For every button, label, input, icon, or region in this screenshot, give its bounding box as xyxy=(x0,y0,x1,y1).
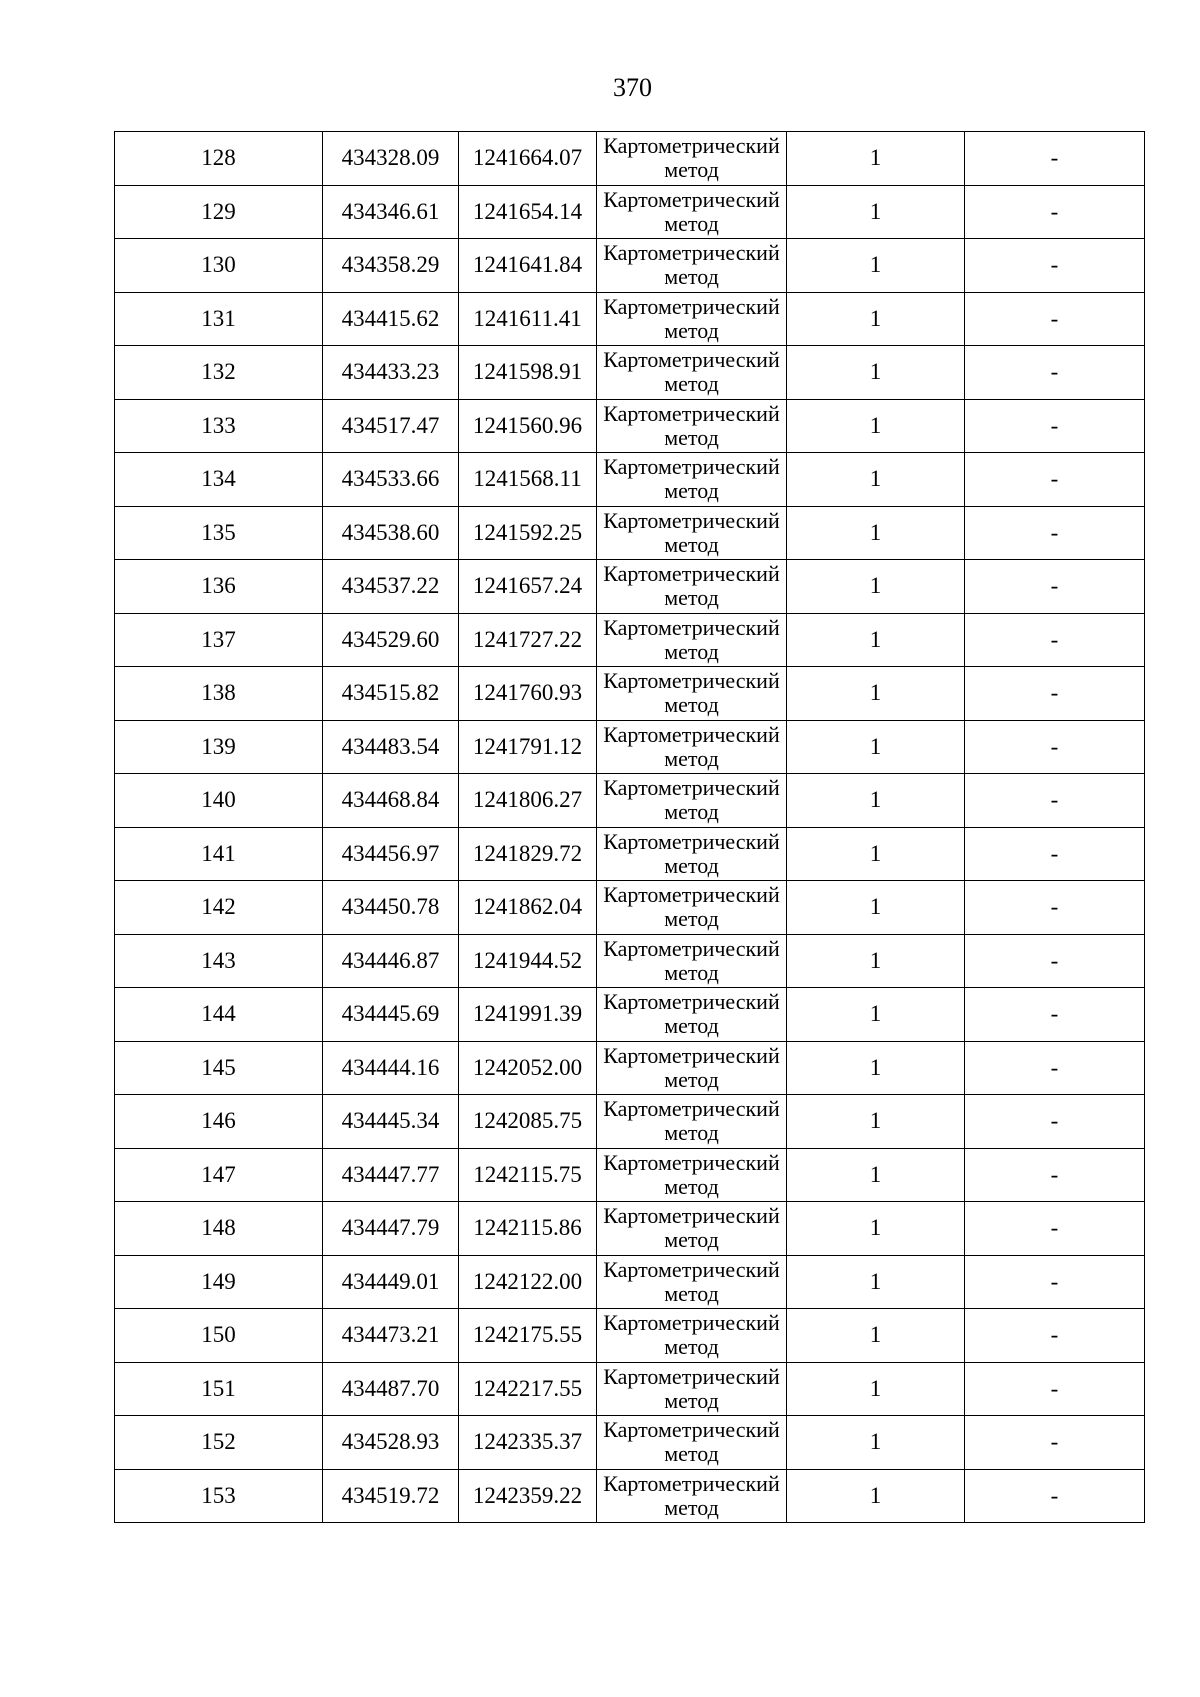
x-coordinate-cell: 434529.60 xyxy=(323,613,459,667)
point-number-cell: 147 xyxy=(115,1148,323,1202)
x-coordinate-cell: 434358.29 xyxy=(323,239,459,293)
accuracy-cell: 1 xyxy=(787,132,965,186)
y-coordinate-cell: 1242115.75 xyxy=(459,1148,597,1202)
y-coordinate-cell: 1241664.07 xyxy=(459,132,597,186)
x-coordinate-cell: 434517.47 xyxy=(323,399,459,453)
x-coordinate-cell: 434444.16 xyxy=(323,1041,459,1095)
accuracy-cell: 1 xyxy=(787,292,965,346)
accuracy-cell: 1 xyxy=(787,1362,965,1416)
method-text: Картометрический метод xyxy=(603,347,780,397)
method-cell xyxy=(597,1469,787,1523)
point-number-cell: 151 xyxy=(115,1362,323,1416)
note-cell: - xyxy=(965,399,1145,453)
point-number-cell: 148 xyxy=(115,1202,323,1256)
table-row xyxy=(115,185,1145,239)
note-cell: - xyxy=(965,613,1145,667)
point-number-cell: 145 xyxy=(115,1041,323,1095)
method-cell xyxy=(597,346,787,400)
note-cell: - xyxy=(965,292,1145,346)
method-text: Картометрический метод xyxy=(603,507,780,557)
method-text: Картометрический метод xyxy=(603,882,780,932)
y-coordinate-cell: 1241560.96 xyxy=(459,399,597,453)
accuracy-cell: 1 xyxy=(787,453,965,507)
method-cell xyxy=(597,613,787,667)
note-cell: - xyxy=(965,1362,1145,1416)
accuracy-cell: 1 xyxy=(787,506,965,560)
method-cell xyxy=(597,132,787,186)
x-coordinate-cell: 434538.60 xyxy=(323,506,459,560)
accuracy-cell: 1 xyxy=(787,934,965,988)
accuracy-cell: 1 xyxy=(787,1202,965,1256)
method-cell xyxy=(597,1095,787,1149)
method-cell xyxy=(597,881,787,935)
y-coordinate-cell: 1241654.14 xyxy=(459,185,597,239)
note-cell: - xyxy=(965,1095,1145,1149)
accuracy-cell: 1 xyxy=(787,774,965,828)
y-coordinate-cell: 1241657.24 xyxy=(459,560,597,614)
method-cell xyxy=(597,1148,787,1202)
note-cell: - xyxy=(965,774,1145,828)
y-coordinate-cell: 1241598.91 xyxy=(459,346,597,400)
note-cell: - xyxy=(965,1255,1145,1309)
note-cell: - xyxy=(965,1469,1145,1523)
accuracy-cell: 1 xyxy=(787,1416,965,1470)
method-cell xyxy=(597,988,787,1042)
accuracy-cell: 1 xyxy=(787,881,965,935)
accuracy-cell: 1 xyxy=(787,1255,965,1309)
accuracy-cell: 1 xyxy=(787,1095,965,1149)
coordinates-table xyxy=(114,131,1145,1523)
x-coordinate-cell: 434537.22 xyxy=(323,560,459,614)
method-cell xyxy=(597,453,787,507)
method-text: Картометрический метод xyxy=(603,1203,780,1253)
method-cell xyxy=(597,506,787,560)
method-text: Картометрический метод xyxy=(603,935,780,985)
note-cell: - xyxy=(965,881,1145,935)
accuracy-cell: 1 xyxy=(787,667,965,721)
note-cell: - xyxy=(965,1309,1145,1363)
table-row xyxy=(115,881,1145,935)
method-cell xyxy=(597,399,787,453)
method-text: Картометрический метод xyxy=(603,1470,780,1520)
method-text: Картометрический метод xyxy=(603,400,780,450)
method-text: Картометрический метод xyxy=(603,561,780,611)
x-coordinate-cell: 434328.09 xyxy=(323,132,459,186)
method-text: Картометрический метод xyxy=(603,668,780,718)
point-number-cell: 150 xyxy=(115,1309,323,1363)
table-row xyxy=(115,506,1145,560)
method-text: Картометрический метод xyxy=(603,614,780,664)
note-cell: - xyxy=(965,827,1145,881)
y-coordinate-cell: 1242052.00 xyxy=(459,1041,597,1095)
point-number-cell: 136 xyxy=(115,560,323,614)
point-number-cell: 146 xyxy=(115,1095,323,1149)
y-coordinate-cell: 1242217.55 xyxy=(459,1362,597,1416)
point-number-cell: 139 xyxy=(115,720,323,774)
note-cell: - xyxy=(965,988,1145,1042)
x-coordinate-cell: 434450.78 xyxy=(323,881,459,935)
point-number-cell: 135 xyxy=(115,506,323,560)
table-row xyxy=(115,667,1145,721)
method-cell xyxy=(597,1309,787,1363)
x-coordinate-cell: 434449.01 xyxy=(323,1255,459,1309)
table-row xyxy=(115,720,1145,774)
point-number-cell: 144 xyxy=(115,988,323,1042)
y-coordinate-cell: 1241829.72 xyxy=(459,827,597,881)
table-row xyxy=(115,346,1145,400)
point-number-cell: 129 xyxy=(115,185,323,239)
y-coordinate-cell: 1241991.39 xyxy=(459,988,597,1042)
method-text: Картометрический метод xyxy=(603,293,780,343)
note-cell: - xyxy=(965,934,1145,988)
method-cell xyxy=(597,720,787,774)
note-cell: - xyxy=(965,1416,1145,1470)
x-coordinate-cell: 434433.23 xyxy=(323,346,459,400)
method-text: Картометрический метод xyxy=(603,1417,780,1467)
x-coordinate-cell: 434519.72 xyxy=(323,1469,459,1523)
x-coordinate-cell: 434447.79 xyxy=(323,1202,459,1256)
note-cell: - xyxy=(965,239,1145,293)
accuracy-cell: 1 xyxy=(787,1148,965,1202)
table-row xyxy=(115,934,1145,988)
table-row xyxy=(115,613,1145,667)
accuracy-cell: 1 xyxy=(787,1041,965,1095)
x-coordinate-cell: 434483.54 xyxy=(323,720,459,774)
method-cell xyxy=(597,292,787,346)
method-cell xyxy=(597,1255,787,1309)
point-number-cell: 128 xyxy=(115,132,323,186)
table-row xyxy=(115,453,1145,507)
accuracy-cell: 1 xyxy=(787,346,965,400)
y-coordinate-cell: 1242085.75 xyxy=(459,1095,597,1149)
method-text: Картометрический метод xyxy=(603,454,780,504)
point-number-cell: 132 xyxy=(115,346,323,400)
point-number-cell: 133 xyxy=(115,399,323,453)
y-coordinate-cell: 1242359.22 xyxy=(459,1469,597,1523)
y-coordinate-cell: 1241791.12 xyxy=(459,720,597,774)
method-text: Картометрический метод xyxy=(603,828,780,878)
point-number-cell: 140 xyxy=(115,774,323,828)
method-cell xyxy=(597,667,787,721)
method-cell xyxy=(597,1041,787,1095)
table-body xyxy=(115,132,1145,1523)
table-row xyxy=(115,827,1145,881)
note-cell: - xyxy=(965,453,1145,507)
note-cell: - xyxy=(965,132,1145,186)
method-text: Картометрический метод xyxy=(603,1256,780,1306)
table-row xyxy=(115,292,1145,346)
point-number-cell: 134 xyxy=(115,453,323,507)
point-number-cell: 137 xyxy=(115,613,323,667)
y-coordinate-cell: 1241727.22 xyxy=(459,613,597,667)
table-row xyxy=(115,988,1145,1042)
point-number-cell: 149 xyxy=(115,1255,323,1309)
method-cell xyxy=(597,1416,787,1470)
table-row xyxy=(115,560,1145,614)
table-row xyxy=(115,1362,1145,1416)
y-coordinate-cell: 1242175.55 xyxy=(459,1309,597,1363)
accuracy-cell: 1 xyxy=(787,560,965,614)
x-coordinate-cell: 434415.62 xyxy=(323,292,459,346)
note-cell: - xyxy=(965,1148,1145,1202)
y-coordinate-cell: 1241592.25 xyxy=(459,506,597,560)
accuracy-cell: 1 xyxy=(787,613,965,667)
y-coordinate-cell: 1241641.84 xyxy=(459,239,597,293)
x-coordinate-cell: 434447.77 xyxy=(323,1148,459,1202)
method-cell xyxy=(597,774,787,828)
method-text: Картометрический метод xyxy=(603,1042,780,1092)
table-row xyxy=(115,1041,1145,1095)
point-number-cell: 138 xyxy=(115,667,323,721)
note-cell: - xyxy=(965,506,1145,560)
method-cell xyxy=(597,560,787,614)
y-coordinate-cell: 1241806.27 xyxy=(459,774,597,828)
x-coordinate-cell: 434346.61 xyxy=(323,185,459,239)
table-row xyxy=(115,1309,1145,1363)
method-text: Картометрический метод xyxy=(603,775,780,825)
point-number-cell: 152 xyxy=(115,1416,323,1470)
accuracy-cell: 1 xyxy=(787,988,965,1042)
method-text: Картометрический метод xyxy=(603,989,780,1039)
y-coordinate-cell: 1241944.52 xyxy=(459,934,597,988)
accuracy-cell: 1 xyxy=(787,1469,965,1523)
table-row xyxy=(115,1469,1145,1523)
accuracy-cell: 1 xyxy=(787,239,965,293)
method-cell xyxy=(597,827,787,881)
y-coordinate-cell: 1241760.93 xyxy=(459,667,597,721)
table-row xyxy=(115,1255,1145,1309)
method-text: Картометрический метод xyxy=(603,1363,780,1413)
table-row xyxy=(115,1202,1145,1256)
point-number-cell: 143 xyxy=(115,934,323,988)
method-cell xyxy=(597,239,787,293)
table-row xyxy=(115,774,1145,828)
table-row xyxy=(115,239,1145,293)
x-coordinate-cell: 434456.97 xyxy=(323,827,459,881)
accuracy-cell: 1 xyxy=(787,720,965,774)
accuracy-cell: 1 xyxy=(787,1309,965,1363)
note-cell: - xyxy=(965,560,1145,614)
method-cell xyxy=(597,1202,787,1256)
y-coordinate-cell: 1241611.41 xyxy=(459,292,597,346)
note-cell: - xyxy=(965,185,1145,239)
note-cell: - xyxy=(965,1041,1145,1095)
method-text: Картометрический метод xyxy=(603,1149,780,1199)
method-text: Картометрический метод xyxy=(603,133,780,183)
point-number-cell: 130 xyxy=(115,239,323,293)
method-cell xyxy=(597,934,787,988)
method-text: Картометрический метод xyxy=(603,721,780,771)
y-coordinate-cell: 1242335.37 xyxy=(459,1416,597,1470)
table-row xyxy=(115,399,1145,453)
point-number-cell: 153 xyxy=(115,1469,323,1523)
method-text: Картометрический метод xyxy=(603,186,780,236)
accuracy-cell: 1 xyxy=(787,185,965,239)
accuracy-cell: 1 xyxy=(787,399,965,453)
page-number: 370 xyxy=(613,73,652,102)
y-coordinate-cell: 1241862.04 xyxy=(459,881,597,935)
method-cell xyxy=(597,185,787,239)
point-number-cell: 131 xyxy=(115,292,323,346)
method-cell xyxy=(597,1362,787,1416)
note-cell: - xyxy=(965,1202,1145,1256)
point-number-cell: 142 xyxy=(115,881,323,935)
method-text: Картометрический метод xyxy=(603,1096,780,1146)
x-coordinate-cell: 434445.69 xyxy=(323,988,459,1042)
y-coordinate-cell: 1242122.00 xyxy=(459,1255,597,1309)
x-coordinate-cell: 434445.34 xyxy=(323,1095,459,1149)
method-text: Картометрический метод xyxy=(603,1310,780,1360)
y-coordinate-cell: 1242115.86 xyxy=(459,1202,597,1256)
table-row xyxy=(115,132,1145,186)
table-row xyxy=(115,1416,1145,1470)
x-coordinate-cell: 434487.70 xyxy=(323,1362,459,1416)
table-row xyxy=(115,1095,1145,1149)
point-number-cell: 141 xyxy=(115,827,323,881)
note-cell: - xyxy=(965,720,1145,774)
x-coordinate-cell: 434468.84 xyxy=(323,774,459,828)
x-coordinate-cell: 434528.93 xyxy=(323,1416,459,1470)
y-coordinate-cell: 1241568.11 xyxy=(459,453,597,507)
table-row xyxy=(115,1148,1145,1202)
method-text: Картометрический метод xyxy=(603,240,780,290)
accuracy-cell: 1 xyxy=(787,827,965,881)
note-cell: - xyxy=(965,667,1145,721)
x-coordinate-cell: 434515.82 xyxy=(323,667,459,721)
x-coordinate-cell: 434533.66 xyxy=(323,453,459,507)
note-cell: - xyxy=(965,346,1145,400)
x-coordinate-cell: 434446.87 xyxy=(323,934,459,988)
x-coordinate-cell: 434473.21 xyxy=(323,1309,459,1363)
